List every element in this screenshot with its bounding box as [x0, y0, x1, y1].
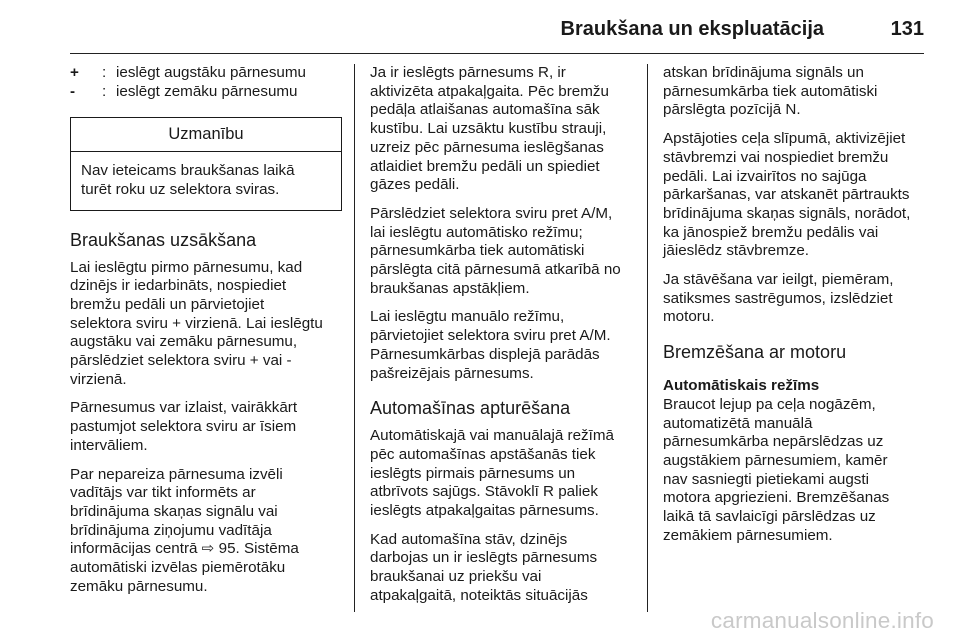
- text-line: laikā tā savlaicīgi pārslēdzas uz: [663, 508, 876, 526]
- text-line: pēc automašīnas apstāšanās tiek: [370, 445, 596, 463]
- paragraph: [663, 396, 928, 546]
- paragraph: [663, 64, 928, 120]
- text-line: Apstājoties ceļa slīpumā, aktivizējiet: [663, 130, 906, 148]
- text-line: Ja stāvēšana var ieilgt, piemēram,: [663, 271, 894, 289]
- text-line: pārslēgta pozīcijā N.: [663, 101, 801, 119]
- text-line: ieslēgts atpakaļgaitas pārnesums.: [370, 502, 599, 520]
- text-line: selektora sviru + virzienā. Lai ieslēgtu: [70, 314, 323, 332]
- text-line: nav sasniegti pietiekami augsti: [663, 470, 869, 488]
- text-line: virzienā.: [70, 370, 127, 388]
- column-divider-1: [354, 64, 355, 612]
- text-line: braukšanai uz priekšu vai: [370, 568, 542, 586]
- text-line: atskan brīdinājuma signāls un: [663, 64, 864, 81]
- text-line: Pārnesumkārbas displejā parādās: [370, 345, 600, 363]
- text-line: satiksmes sastrēgumos, izslēdziet: [663, 289, 893, 307]
- paragraph: [370, 64, 645, 195]
- text-line: motora apgriezieni. Bremzēšanas: [663, 489, 890, 507]
- paragraph: [70, 466, 342, 597]
- text-line: atpakaļgaitā, noteiktās situācijās: [370, 586, 588, 604]
- text-line: dzinējs ir iedarbināts, nospiediet: [70, 277, 287, 295]
- text-line: pedāli. Lai izvairītos no sajūga: [663, 167, 867, 185]
- text-line: atbrīvots sajūgs. Stāvoklī R paliek: [370, 483, 598, 501]
- text-line: Ja ir ieslēgts pārnesums R, ir: [370, 64, 566, 81]
- text-line: pārvietojiet selektora sviru pret A/M.: [370, 327, 611, 345]
- text-line: intervāliem.: [70, 436, 148, 454]
- text-line: braukšanas apstākļiem.: [370, 279, 530, 297]
- list-sep: :: [102, 64, 107, 81]
- text-line: lai ieslēgtu automātisko režīmu;: [370, 223, 583, 241]
- text-line: brīdinājuma ziņojumu vadītāja: [70, 521, 272, 539]
- text-line: informācijas centrā ⇨ 95. Sistēma: [70, 540, 299, 558]
- text-line: pārslēdziet selektora sviru + vai -: [70, 352, 292, 370]
- text-line: stāvbremzi vai nospiediet bremžu: [663, 148, 889, 166]
- text-line: Nav ieteicams braukšanas laikā: [81, 162, 295, 180]
- text-line: automātiski izvēlas piemērotāku: [70, 559, 286, 577]
- page-number: 131: [890, 18, 924, 40]
- text-line: Pārslēdziet selektora sviru pret A/M,: [370, 204, 613, 222]
- section-heading: Bremzēšana ar motoru: [663, 342, 847, 363]
- text-line: turēt roku uz selektora sviras.: [81, 180, 280, 198]
- text-line: ieslēgts pirmais pārnesums un: [370, 464, 576, 482]
- text-line: pārnesumkārba tiek automātiski: [663, 82, 878, 100]
- caution-box: [70, 117, 342, 210]
- list-key: -: [70, 82, 76, 100]
- caution-text: [71, 152, 341, 209]
- text-line: Pārnesumus var izlaist, vairākkārt: [70, 399, 298, 417]
- text-line: darbojas un ir ieslēgts pārnesums: [370, 549, 598, 567]
- section-heading: Braukšanas uzsākšana: [70, 229, 257, 250]
- text-line: brīdinājuma skaņas signāls, norādot,: [663, 204, 911, 222]
- column-3: [663, 64, 928, 555]
- text-line: zemākiem pārnesumiem.: [663, 526, 833, 544]
- text-line: zemāku pārnesumu.: [70, 577, 208, 595]
- text-line: Kad automašīna stāv, dzinējs: [370, 530, 568, 548]
- paragraph: [370, 531, 645, 606]
- text-line: pārkaršanas, var atskanēt pārtraukts: [663, 186, 910, 204]
- paragraph: [663, 130, 928, 261]
- caution-title: Uzmanību: [71, 118, 341, 152]
- subsection-heading: Automātiskais režīms: [663, 377, 820, 395]
- text-line: Braucot lejup pa ceļa nogāzēm,: [663, 395, 876, 413]
- list-item: [70, 64, 342, 83]
- text-line: Lai ieslēgtu pirmo pārnesumu, kad: [70, 258, 303, 276]
- paragraph: [370, 427, 645, 521]
- list-key: +: [70, 64, 79, 81]
- text-line: ka jānospiež bremžu pedālis vai: [663, 223, 879, 241]
- paragraph: [70, 399, 342, 455]
- section-heading: Automašīnas apturēšana: [370, 398, 571, 419]
- watermark: carmanualsonline.info: [710, 608, 934, 633]
- text-line: pastumjot selektora sviru ar īsiem: [70, 418, 297, 436]
- text-line: automatizētā manuālā: [663, 414, 813, 432]
- column-divider-2: [647, 64, 648, 612]
- paragraph: [370, 308, 645, 383]
- text-line: aktivizēta atpakaļgaita. Pēc bremžu: [370, 82, 609, 100]
- text-line: atlaidiet bremžu pedāli un spiediet: [370, 157, 600, 175]
- text-line: motoru.: [663, 308, 715, 326]
- column-1: [70, 64, 342, 606]
- text-line: Automātiskajā vai manuālajā režīmā: [370, 427, 614, 445]
- text-line: pedāļa atlaišanas automašīna sāk: [370, 101, 600, 119]
- list-text: ieslēgt augstāku pārnesumu: [116, 64, 306, 81]
- page-title: Braukšana un ekspluatācija: [560, 18, 824, 40]
- header-rule: [70, 53, 924, 54]
- text-line: pārnesumkārba nepārslēdzas uz: [663, 433, 884, 451]
- text-line: augstāku vai zemāku pārnesumu,: [70, 333, 298, 351]
- text-line: bremžu pedāli un pārvietojiet: [70, 295, 265, 313]
- text-line: Lai ieslēgtu manuālo režīmu,: [370, 308, 565, 326]
- text-line: jāieslēdz stāvbremze.: [663, 242, 810, 260]
- text-line: uzreiz pēc pārnesuma ieslēgšanas: [370, 138, 604, 156]
- text-line: kustību. Lai uzsāktu kustību strauji,: [370, 120, 607, 138]
- text-line: pašreizējais pārnesums.: [370, 364, 534, 382]
- column-2: [370, 64, 645, 616]
- text-line: gāzes pedāli.: [370, 176, 460, 194]
- text-line: vadītājs var tikt informēts ar: [70, 484, 256, 502]
- paragraph: [370, 205, 645, 299]
- paragraph: [70, 259, 342, 390]
- text-line: pārslēgta citā pārnesumā atkarībā no: [370, 261, 621, 279]
- page-header: [70, 14, 924, 54]
- shift-list: [70, 64, 342, 101]
- text-line: Par nepareiza pārnesuma izvēli: [70, 465, 283, 483]
- paragraph: [663, 271, 928, 327]
- list-sep: :: [102, 82, 107, 100]
- text-line: pārnesumkārba tiek automātiski: [370, 242, 585, 260]
- text-line: brīdinājuma skaņas signālu vai: [70, 502, 278, 520]
- list-item: [70, 83, 342, 102]
- list-text: ieslēgt zemāku pārnesumu: [116, 82, 298, 100]
- text-line: augstākiem pārnesumiem, kamēr: [663, 451, 888, 469]
